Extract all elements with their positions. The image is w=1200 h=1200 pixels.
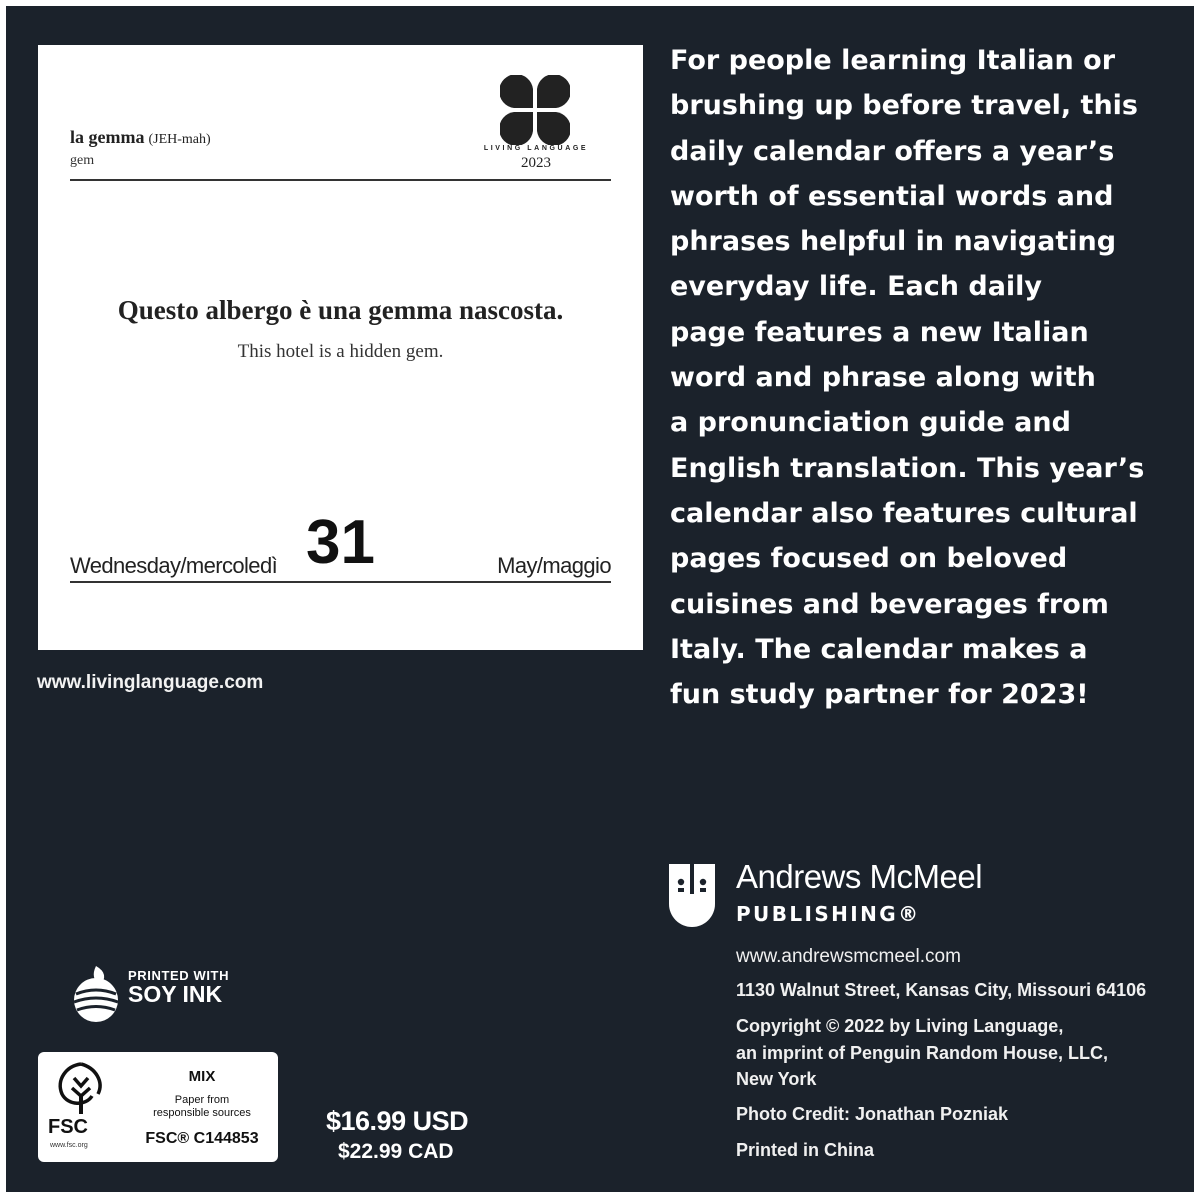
andrews-mcmeel-logo-icon: [667, 862, 717, 932]
description-line: cuisines and beverages from: [670, 588, 1109, 620]
copyright-line-1: Copyright © 2022 by Living Language,: [736, 1016, 1064, 1036]
calendar-year: 2023: [521, 155, 551, 171]
soy-ink-badge: [66, 964, 246, 1022]
italian-phrase: Questo albergo è una gemma nascosta.: [117, 295, 564, 325]
clover-logo-icon: [500, 75, 570, 145]
photo-credit: Photo Credit: Jonathan Pozniak: [736, 1104, 1009, 1124]
price-cad: $22.99 CAD: [338, 1140, 454, 1163]
publisher-address: 1130 Walnut Street, Kansas City, Missouri 64106: [736, 980, 1147, 1000]
fsc-label: FSC: [48, 1116, 88, 1138]
soy-ink-text: [128, 968, 229, 1008]
bottom-divider: [70, 581, 611, 583]
description-line: everyday life. Each daily: [670, 271, 1043, 303]
publisher-subtitle: PUBLISHING®: [736, 902, 921, 926]
living-language-url[interactable]: www.livinglanguage.com: [37, 672, 264, 693]
description-line: page features a new Italian: [670, 316, 1089, 348]
pronunciation: (JEH-mah): [148, 132, 211, 147]
brand-name: LIVING LANGUAGE: [483, 145, 589, 152]
month: May/maggio: [497, 553, 611, 578]
fsc-paper-line-1: Paper from: [174, 1094, 230, 1106]
description-line: calendar also features cultural: [670, 497, 1138, 529]
fsc-tree-icon: [46, 1060, 116, 1116]
printed-in: Printed in China: [736, 1140, 875, 1160]
weekday: Wednesday/mercoledì: [70, 553, 278, 578]
fsc-paper-line-2: responsible sources: [153, 1107, 251, 1119]
description-line: word and phrase along with: [670, 362, 1096, 394]
fsc-url: www.fsc.org: [50, 1142, 88, 1149]
calendar-back-cover: [6, 6, 1194, 1192]
soy-ink-line-2: SOY INK: [128, 981, 223, 1007]
description-line: pages focused on beloved: [670, 543, 1068, 575]
publisher-name: Andrews McMeel: [736, 858, 983, 895]
publisher-url[interactable]: www.andrewsmcmeel.com: [736, 946, 961, 967]
calendar-page-sample: [38, 45, 643, 650]
copyright-line-3: New York: [736, 1069, 817, 1089]
fsc-code: FSC® C144853: [145, 1130, 259, 1147]
soy-ink-globe-icon: [66, 964, 126, 1026]
fsc-mix: MIX: [188, 1068, 216, 1085]
description-line: daily calendar offers a year’s: [670, 135, 1115, 167]
description-line: a pronunciation guide and: [670, 407, 1071, 439]
product-description: [670, 38, 1190, 717]
fsc-certification-badge: [38, 1052, 278, 1162]
phrase-translation: This hotel is a hidden gem.: [237, 341, 444, 362]
description-line: fun study partner for 2023!: [670, 679, 1089, 711]
fsc-paper-text: [134, 1094, 270, 1120]
word-translation: gem: [70, 153, 95, 168]
price-usd: $16.99 USD: [326, 1106, 469, 1136]
word-text: la gemma: [70, 127, 145, 147]
top-divider: [70, 179, 611, 181]
description-line: English translation. This year’s: [670, 452, 1145, 484]
description-line: For people learning Italian or: [670, 45, 1116, 76]
description-line: phrases helpful in navigating: [670, 226, 1117, 258]
italian-word: [70, 127, 211, 148]
copyright-line-2: an imprint of Penguin Random House, LLC,: [736, 1043, 1108, 1063]
description-line: brushing up before travel, this: [670, 90, 1138, 122]
soy-ink-line-1: PRINTED WITH: [128, 968, 230, 983]
description-line: worth of essential words and: [670, 180, 1114, 212]
date-number: 31: [306, 508, 375, 577]
description-line: Italy. The calendar makes a: [670, 633, 1088, 665]
